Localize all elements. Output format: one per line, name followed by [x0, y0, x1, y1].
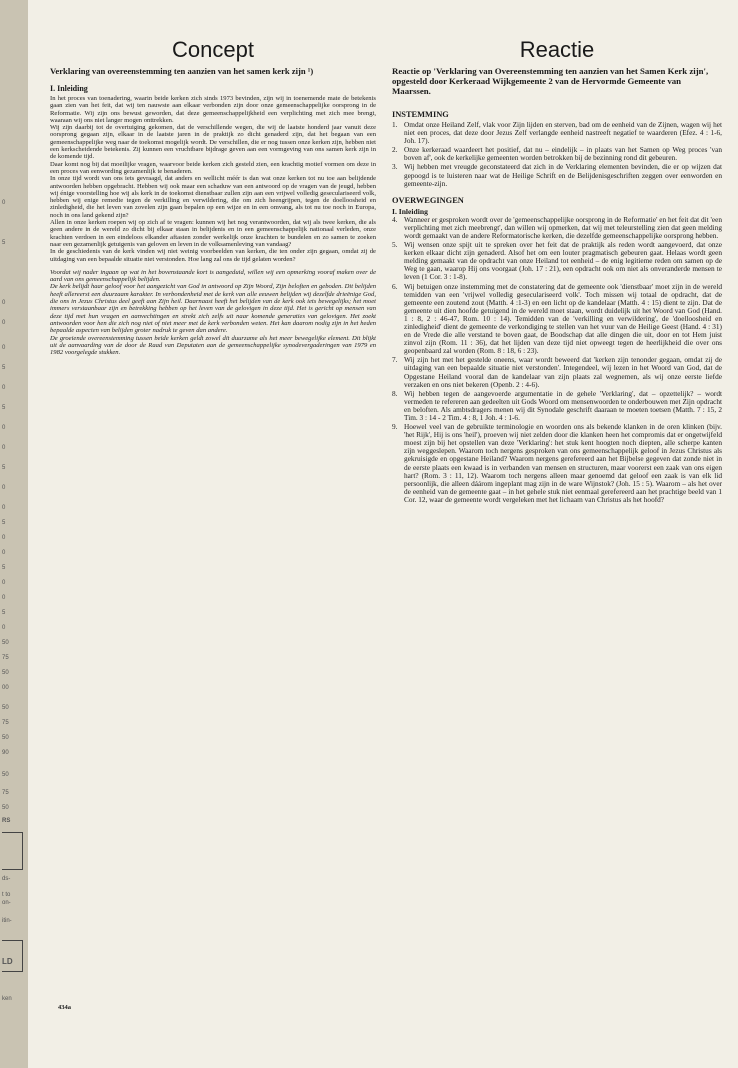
item-number: 3.: [392, 162, 398, 172]
gutter-mark: 0: [2, 445, 6, 451]
gutter-mark: 5: [2, 520, 6, 526]
concept-subtitle: Verklaring van overeenstemming ten aanzien van het samen kerk zijn ¹): [50, 66, 314, 76]
gutter-mark: 5: [2, 365, 6, 371]
concept-paragraph: Allen in onze kerken roepen wij op zich af te vragen: kunnen wij het nog verantwoorden, dat wij als twee kerken, die als geen andere in de wereld zo dicht bij elkaar staan in belijdenis en in een gemeenschappelijk nationaal verleden, onze krachten verdoen in een eindeloos elkander aftasten zonder werkelijk onze krachten te bundelen en zo samen te zoeken naar een gezamenlijk getuigenis van geloven en leven in de volksamenleving van vandaag?: [50, 219, 376, 248]
gutter-mark: 50: [2, 735, 9, 741]
gutter-mark: 0: [2, 595, 6, 601]
gutter-mark: 75: [2, 655, 9, 661]
item-number: 6.: [392, 281, 398, 291]
overwegingen-heading: OVERWEGINGEN: [392, 195, 464, 205]
gutter-mark: LD: [2, 957, 13, 966]
reactie-column: [392, 38, 722, 1068]
numbered-item: [392, 163, 722, 187]
concept-paragraph: Wij zijn daarbij tot de overtuiging gekomen, dat de verschillende wegen, die wij de laatste honderd jaar vanuit deze oorsprong gegaan zijn, elkaar in de laatste jaren in de praktijk zo dicht genaderd zijn, dat het begaan van een gemeenschappelijke weg naar de toekomst mogelijk wordt. De verschillen, die er nog tussen onze kerken zijn, hebben niet een kerkscheidende betekenis. Zij kunnen een vruchtbare bijdrage geven aan een vormgeving van ons samen kerk zijn in de komende tijd.: [50, 124, 376, 161]
gutter-mark: 5: [2, 405, 6, 411]
gutter-mark: 0: [2, 300, 6, 306]
concept-paragraph: In het proces van toenadering, waarin beide kerken zich sinds 1973 bevinden, zijn wij in toenemende mate de betekenis gaan zien van het feit, dat wij ten nauwste aan elkaar verbonden zijn door onze gemeenschappelijke oorsprong in de Reformatie. Wij zijn ons bewust geworden, dat deze gemeenschappelijkheid een verplichting met zich mee brengt, waaraan wij ons niet langer mogen onttrekken.: [50, 95, 376, 124]
concept-section-heading: I. Inleiding: [50, 84, 88, 93]
gutter-mark: 5: [2, 465, 6, 471]
concept-column: [50, 38, 376, 1068]
item-number: 5.: [392, 240, 398, 250]
numbered-item: [392, 216, 722, 240]
concept-italic-paragraph: De groeiende overeenstemming tussen beide kerken geldt zowel dit duurzame als het meer bewegelijke element. Dit blijkt uit de aanvaarding van de door de Raad van Deputaten aan de gemeenschappelijke synodevergaderingen van 1979 en 1982 voorgelegde stukken.: [50, 334, 376, 357]
gutter-box: [2, 940, 23, 972]
gutter-mark: itin-: [2, 918, 12, 924]
item-number: 9.: [392, 422, 398, 432]
gutter-mark: 50: [2, 772, 9, 778]
gutter-mark: 0: [2, 425, 6, 431]
gutter-mark: 00: [2, 685, 9, 691]
gutter-mark: 0: [2, 535, 6, 541]
item-number: 7.: [392, 355, 398, 365]
numbered-item: [392, 390, 722, 422]
gutter-mark: 90: [2, 750, 9, 756]
gutter-mark: 0: [2, 320, 6, 326]
item-number: 8.: [392, 388, 398, 398]
item-text: Wanneer er gesproken wordt over de 'gemeenschappelijke oorsprong in de Reformatie' en het feit dat dit 'een verplichting met zich meebrengt', dan willen wij opmerken, dat wij met teleurstelling zien dat geen melding wordt gemaakt van de andere Reformatorische kerken, die dezelfde gemeenschappelijke oorsprong hebben.: [404, 214, 722, 240]
gutter-mark: 5: [2, 565, 6, 571]
numbered-item: [392, 121, 722, 145]
overwegingen-subheading: I. Inleiding: [392, 206, 428, 216]
concept-paragraph: In de geschiedenis van de kerk vinden wij niet weinig voorbeelden van kerken, die ten onder zijn gegaan, omdat zij de uitdaging van een bepaalde situatie niet verstonden. Hoe lang zal ons de tijd gelaten worden?: [50, 248, 376, 263]
item-text: Onze kerkeraad waardeert het positief, dat nu – eindelijk – in plaats van het Samen op Weg proces 'van boven af', ook de kerkelijke gemeenten worden betrokken bij de bezinning rond dit gebeuren.: [404, 145, 722, 163]
item-text: Wij betuigen onze instemming met de constatering dat de gemeente ook 'dienstbaar' moet zijn in de wereld temidden van een 'vrijwel volledig geseculariseerd volk'. Toch missen wij totaal de opdracht, dat de gemeente een zoutend zout (Matth. 4 :1-3) en een licht op de kandelaar (Matth. 4 : 15) dient te zijn. Dat de gemeente uit dien hoofde getuigend in de wereld moet staan, wordt duidelijk uit het Woord van God (Hand. 1 : 8, 2 : 46-47, Rom. 10 : 14). Temidden van de 'verkilling en verwildering', de 'doelloosheid en zinledigheid' dient de gemeente de verkondiging te stellen van het vuur van de Heilige Geest (Hand. 4 : 31) en de Vrede die alle verstand te boven gaat, de Boodschap dat alle dingen die uit, door en tot Hem juist zinvol zijn (Rom. 11 : 36), dat het lijden van deze tijd niet opweegt tegen de heerlijkheid die over ons geopenbaard zal worden (Rom. 8 : 18, 6 : 23).: [404, 281, 722, 356]
reactie-title: Reactie: [519, 38, 595, 62]
gutter-mark: 50: [2, 805, 9, 811]
item-text: Omdat onze Heiland Zelf, vlak voor Zijn lijden en sterven, bad om de eenheid van de Zijnen, wagen wij het niet een proces, dat deze door Jezus Zelf verlangde eenheid nastreeft negatief te waarderen (Efez. 4 : 1-6, Joh. 17).: [404, 120, 722, 146]
concept-paragraph: In onze tijd wordt van ons iets gevraagd, dat anders en wellicht méér is dan wat onze kerken tot nu toe aan belijdende antwoorden hebben opgebracht. Hebben wij ook maar een schaduw van een antwoord op de vragen van de jeugd, hebben wij énige voorstelling hoe wij als kerk in de toekomst dienstbaar zullen zijn aan een vrijwel volledig geseculariseerd volk, hebben wij enige remedie tegen de verkilling en verwildering, die om zich heengrijpen, tegen de doelloosheid en zinledigheid, die het leven van zovelen zijn gaan bepalen op een wijze en in een omvang, als tot nu toe noch in Europa, noch in ons land gekend zijn?: [50, 175, 376, 219]
gutter-mark: 75: [2, 720, 9, 726]
gutter-mark: RS: [2, 818, 11, 824]
item-number: 2.: [392, 145, 398, 155]
gutter-mark: 0: [2, 580, 6, 586]
numbered-item: [392, 356, 722, 388]
gutter-mark: 50: [2, 640, 9, 646]
gutter-mark: 50: [2, 705, 9, 711]
item-number: 1.: [392, 120, 398, 129]
gutter-mark: 5: [2, 240, 6, 246]
gutter-mark: ken: [2, 996, 12, 1002]
concept-paragraph: Daar komt nog bij dat moeilijke vragen, waarvoor beide kerken zich gesteld zien, een krachtig motief vormen om deze in een proces van eenwording gezamenlijk te benaderen.: [50, 160, 376, 175]
page-number: 434a: [58, 1004, 71, 1011]
gutter-mark: 50: [2, 670, 9, 676]
gutter-mark: 75: [2, 790, 9, 796]
gutter-box: [2, 832, 23, 870]
instemming-heading: INSTEMMING: [392, 110, 449, 119]
gutter-mark: 0: [2, 345, 6, 351]
numbered-item: [392, 423, 722, 504]
gutter-mark: ds-: [2, 876, 11, 882]
item-text: Hoewel veel van de gebruikte terminologie en woorden ons als bekende klanken in de oren klinken (bijv. 'het Rijk', Hij is ons 'heil'), proeven wij niet zelden door die klanken heen het compromis dat er ongetwijfeld moest zijn bij het opstellen van deze 'Verklaring': het stuk kent hoogten noch diepten, alle scherpe kanten zijn weggeslepen. Waarom toch nergens gesproken van ons gemeenschappelijk geloof in Jezus Christus als gekruisigde en opgestane Heiland? Waarom nergens gerefereerd aan het Bijbelse gegeven dat zonde niet in de eerste plaats een kwaad is in verbanden van mensen en structuren, maar voorerst een zaak van ons eigen hart? (Rom. 3 : 11, 12). Waarom toch nergens alleen maar genoemd dat geloof een zaak is van elk lid persoonlijk, die alleen dáárom ingeplant mag zijn in de ware Wijnstok? (Joh. 15 : 5). Waarom – als het over de eenheid van de gemeente gaat – in het gehele stuk niet eenmaal gerefereerd aan het prachtige beeld van 1 Cor. 12, waar de gemeente wordt vergeleken met het lichaam van Christus als het hoofd?: [404, 422, 722, 504]
gutter-mark: t to: [2, 892, 11, 898]
left-page-gutter: [0, 0, 29, 1068]
concept-italic-paragraph: Voordat wij nader ingaan op wat in het bovenstaande kort is aangeduid, willen wij een opmerking vooraf maken over de aard van ons gemeenschappelijk belijden.: [50, 268, 376, 284]
concept-italic-paragraph: De kerk belijdt haar geloof voor het aangezicht van God in antwoord op Zijn Woord, Zijn beloften en geboden. Dit belijden heeft allereerst een duurzaam karakter. In verbondenheid met de kerk van alle eeuwen belijden wij dezelfde drieënige God, die ons in Jezus Christus deel geeft aan Zijn heil. Daarnaast heeft het belijden van de kerk ook iets bewegelijks; het moet immers verstaanbaar zijn en betrekking hebben op het leven van de gelovigen in deze tijd. Het is gericht op mensen van deze tijd met hun vragen en aanvechtingen en strekt zich zelfs uit naar komende generaties van gelovigen. Het zoekt antwoorden voor hen die zich nog niet of niet meer met de kerk verbonden weten. Het kan daarom nodig zijn in het heden bepaalde aspecten van belijden groter nadruk te geven dan andere.: [50, 283, 376, 335]
gutter-mark: on-: [2, 900, 11, 906]
gutter-mark: 0: [2, 200, 6, 206]
gutter-mark: 5: [2, 610, 6, 616]
page: [28, 0, 738, 1068]
item-number: 4.: [392, 214, 398, 224]
concept-title: Concept: [172, 38, 254, 62]
numbered-item: [392, 241, 722, 281]
item-text: Wij wensen onze spijt uit te spreken over het feit dat de praktijk als reden wordt aangevoerd, dat onze kerken elkaar dicht zijn genaderd. Alsof het om een louter pragmatisch gebeuren gaat. Helaas wordt geen melding gemaakt van de opdracht van onze Heiland tot eenheid – de enig legitieme reden om samen op de Weg te gaan, waarop Hij ons voorgaat (Joh. 17 : 21), een opdracht ook om niet als onveranderde mensen te leven (1 Cor. 3 : 1-8).: [404, 240, 722, 282]
gutter-mark: 0: [2, 385, 6, 391]
item-text: Wij zijn het met het gestelde oneens, waar wordt beweerd dat 'kerken zijn tenonder gegaan, omdat zij de uitdaging van een bepaalde situatie niet verstonden'. Integendeel, wij lezen in het Woord van God, dat de Opgestane Heiland vooral dan de kandelaar van zijn plaats zal wegnemen, als wij onze eerste liefde verzaken en ons niet bekeren (Openb. 2 : 4-6).: [404, 355, 722, 389]
reactie-subtitle: Reactie op 'Verklaring van Overeenstemming ten aanzien van het Samen Kerk zijn', opgesteld door Kerkeraad Wijkgemeente 2 van de Hervormde Gemeente van Maarssen.: [392, 66, 709, 96]
gutter-mark: 0: [2, 505, 6, 511]
gutter-mark: 0: [2, 625, 6, 631]
item-text: Wij hebben tegen de aangevoerde argumentatie in de gehele 'Verklaring', dat – opzettelijk? – wordt vermeden te refereren aan gedeelten uit Gods Woord om mensenwoorden te onderbouwen met Zijn opdracht en beloften. Als ambtsdragers menen wij dit Synodale geschrift daaraan te moeten toetsen (Matth. 7 : 15, 2 Tim. 3 : 14 - 2 Tim. 4 : 8, 1 Joh. 4 : 1-6.: [404, 388, 722, 422]
numbered-item: [392, 146, 722, 162]
numbered-item: [392, 283, 722, 356]
item-text: Wij hebben met vreugde geconstateerd dat zich in de Verklaring elementen bevinden, die er op wijzen dat gepoogd is te luisteren naar wat de Heilige Schrift en de Belijdenisgeschriften zeggen over eenworden en gemeente-zijn.: [404, 162, 722, 188]
gutter-mark: 0: [2, 485, 6, 491]
gutter-mark: 0: [2, 550, 6, 556]
